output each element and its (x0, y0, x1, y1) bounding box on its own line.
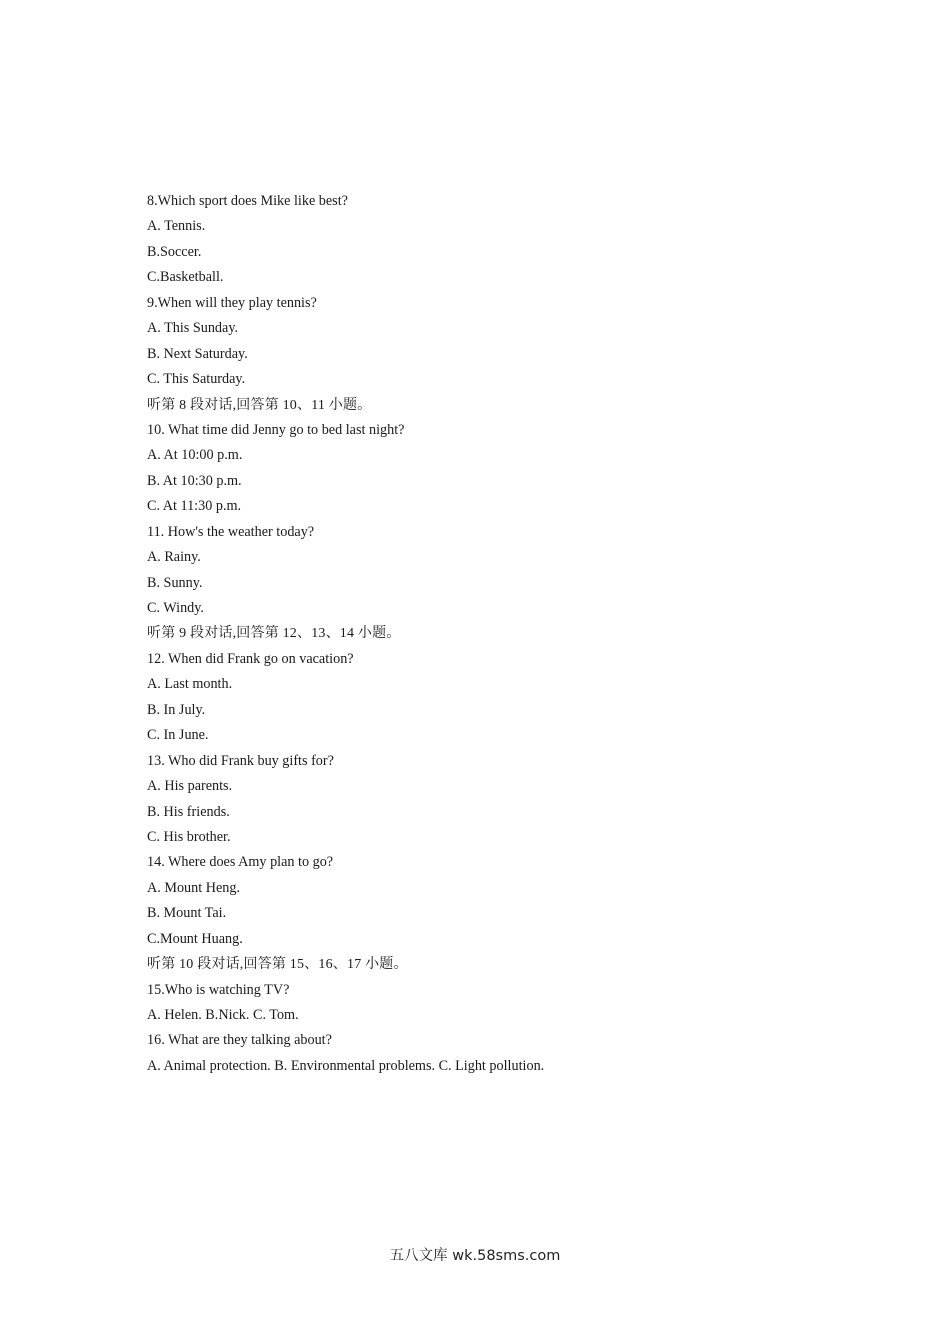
option-11c: C. Windy. (147, 600, 204, 616)
option-8c: C.Basketball. (147, 269, 224, 286)
question-12: 12. When did Frank go on vacation? (147, 650, 354, 667)
question-13: 13. Who did Frank buy gifts for? (147, 752, 334, 769)
option-9b: B. Next Saturday. (147, 345, 248, 362)
question-9: 9.When will they play tennis? (147, 294, 317, 311)
section-instruction-8: 听第 8 段对话,回答第 10、11 小题。 (147, 397, 372, 413)
question-16: 16. What are they talking about? (147, 1032, 332, 1049)
question-8: 8.Which sport does Mike like best? (147, 193, 348, 209)
option-11a: A. Rainy. (147, 549, 201, 566)
option-14c: C.Mount Huang. (147, 930, 243, 947)
option-10a: A. At 10:00 p.m. (147, 447, 243, 464)
option-13c: C. His brother. (147, 828, 231, 845)
option-13a: A. His parents. (147, 778, 233, 795)
document-body (147, 189, 867, 1079)
question-15: 15.Who is watching TV? (147, 981, 290, 998)
option-10c: C. At 11:30 p.m. (147, 498, 242, 515)
option-9a: A. This Sunday. (147, 320, 239, 337)
question-11: 11. How's the weather today? (147, 523, 315, 540)
option-13b: B. His friends. (147, 803, 230, 820)
option-11b: B. Sunny. (147, 574, 203, 591)
option-8b: B.Soccer. (147, 243, 202, 260)
section-instruction-10: 听第 10 段对话,回答第 15、16、17 小题。 (147, 957, 408, 973)
option-12c: C. In June. (147, 727, 209, 744)
option-9c: C. This Saturday. (147, 371, 246, 388)
option-14b: B. Mount Tai. (147, 905, 227, 922)
options-15: A. Helen. B.Nick. C. Tom. (147, 1007, 299, 1023)
footer-watermark: 五八文库 wk.58sms.com (389, 1248, 561, 1264)
question-14: 14. Where does Amy plan to go? (147, 854, 334, 871)
question-10: 10. What time did Jenny go to bed last night? (147, 421, 405, 438)
option-10b: B. At 10:30 p.m. (147, 472, 242, 489)
option-14a: A. Mount Heng. (147, 879, 241, 896)
options-16: A. Animal protection. B. Environmental problems. C. Light pollution. (147, 1057, 545, 1074)
section-instruction-9: 听第 9 段对话,回答第 12、13、14 小题。 (147, 626, 401, 642)
option-12b: B. In July. (147, 701, 206, 718)
option-8a: A. Tennis. (147, 218, 206, 235)
option-12a: A. Last month. (147, 676, 233, 693)
